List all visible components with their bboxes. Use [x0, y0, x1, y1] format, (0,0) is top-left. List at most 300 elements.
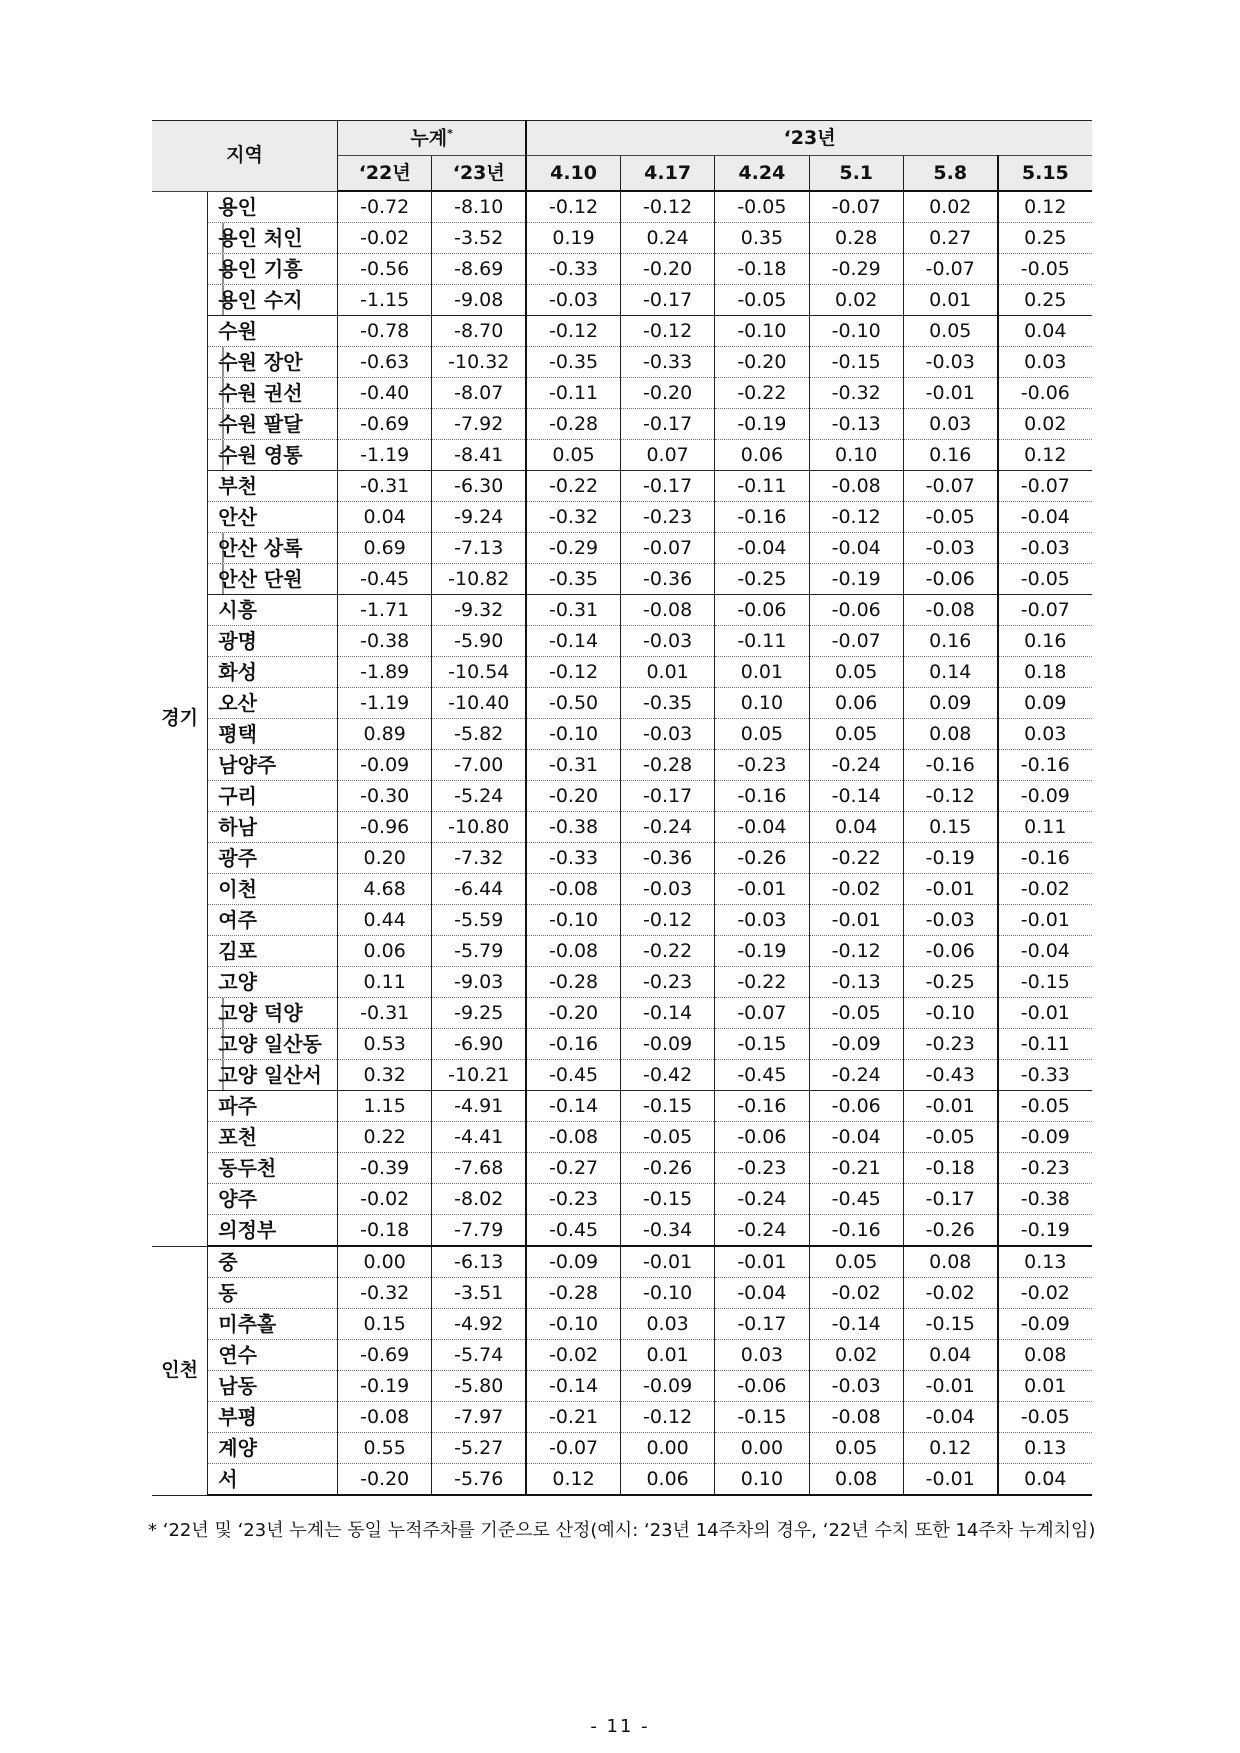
value-cell: -0.15: [620, 1184, 714, 1215]
region-header: 지역: [152, 121, 338, 192]
value-cell: -0.21: [809, 1153, 903, 1184]
table-row: [152, 440, 1092, 471]
value-cell: -7.79: [432, 1215, 526, 1247]
value-cell: -0.08: [526, 936, 620, 967]
value-cell: -0.09: [998, 1122, 1092, 1153]
region-name: 오산: [208, 688, 338, 719]
value-cell: -0.09: [809, 1029, 903, 1060]
value-cell: -0.04: [715, 812, 809, 843]
value-cell: -0.27: [526, 1153, 620, 1184]
value-cell: -0.01: [903, 1464, 997, 1496]
value-cell: -0.15: [715, 1402, 809, 1433]
value-cell: -0.15: [809, 347, 903, 378]
value-cell: 0.06: [620, 1464, 714, 1496]
value-cell: 0.24: [620, 223, 714, 254]
value-cell: -9.25: [432, 998, 526, 1029]
value-cell: -0.02: [809, 874, 903, 905]
value-cell: -0.03: [903, 347, 997, 378]
value-cell: 0.00: [715, 1433, 809, 1464]
value-cell: -0.22: [526, 471, 620, 502]
value-cell: -0.12: [526, 657, 620, 688]
value-cell: -0.05: [903, 1122, 997, 1153]
region-name: 고양: [208, 967, 338, 998]
region-name: 고양 일산서: [208, 1060, 338, 1091]
value-cell: -0.15: [620, 1091, 714, 1122]
value-cell: -0.22: [620, 936, 714, 967]
region-name: 부천: [208, 471, 338, 502]
value-cell: -0.07: [903, 254, 997, 285]
value-cell: 0.11: [998, 812, 1092, 843]
value-cell: -0.33: [998, 1060, 1092, 1091]
value-cell: -0.39: [338, 1153, 432, 1184]
value-cell: -0.01: [903, 378, 997, 409]
value-cell: -0.05: [998, 1091, 1092, 1122]
value-cell: -0.35: [526, 564, 620, 595]
value-cell: -0.06: [715, 1122, 809, 1153]
value-cell: -0.03: [620, 719, 714, 750]
value-cell: -0.18: [903, 1153, 997, 1184]
region-name: 용인 기흥: [208, 254, 338, 285]
value-cell: -0.05: [809, 998, 903, 1029]
value-cell: -0.16: [715, 781, 809, 812]
table-row: [152, 378, 1092, 409]
table-row: [152, 688, 1092, 719]
value-cell: -0.16: [526, 1029, 620, 1060]
value-cell: 0.02: [903, 191, 997, 223]
value-cell: -7.92: [432, 409, 526, 440]
value-cell: -0.02: [809, 1278, 903, 1309]
value-cell: -0.09: [620, 1029, 714, 1060]
value-cell: -0.12: [526, 191, 620, 223]
value-cell: -0.23: [620, 502, 714, 533]
value-cell: -0.05: [998, 254, 1092, 285]
value-cell: -5.24: [432, 781, 526, 812]
table-row: [152, 533, 1092, 564]
value-cell: -0.96: [338, 812, 432, 843]
region-name: 남동: [208, 1371, 338, 1402]
table-row: [152, 874, 1092, 905]
value-cell: 0.27: [903, 223, 997, 254]
value-cell: -0.31: [526, 595, 620, 626]
region-name: 평택: [208, 719, 338, 750]
value-cell: -0.20: [526, 998, 620, 1029]
value-cell: -9.03: [432, 967, 526, 998]
value-cell: -0.10: [526, 905, 620, 936]
value-cell: -5.74: [432, 1340, 526, 1371]
table-header: [152, 121, 1092, 192]
value-cell: -0.02: [998, 1278, 1092, 1309]
value-cell: -0.07: [809, 191, 903, 223]
value-cell: -0.25: [903, 967, 997, 998]
value-cell: -0.01: [903, 874, 997, 905]
table-row: [152, 750, 1092, 781]
value-cell: -0.19: [998, 1215, 1092, 1247]
value-cell: -0.12: [903, 781, 997, 812]
value-cell: 0.10: [715, 1464, 809, 1496]
value-cell: -0.56: [338, 254, 432, 285]
table-row: [152, 967, 1092, 998]
value-cell: -0.69: [338, 1340, 432, 1371]
value-cell: -0.10: [809, 316, 903, 347]
week-header: 5.15: [998, 156, 1092, 192]
value-cell: -0.07: [903, 471, 997, 502]
region-name: 연수: [208, 1340, 338, 1371]
value-cell: -0.14: [526, 1371, 620, 1402]
value-cell: -0.05: [998, 564, 1092, 595]
region-name: 수원: [208, 316, 338, 347]
province-label: 인천: [152, 1246, 208, 1495]
value-cell: 0.03: [715, 1340, 809, 1371]
table-row: [152, 1309, 1092, 1340]
value-cell: -0.02: [903, 1278, 997, 1309]
region-name: 화성: [208, 657, 338, 688]
value-cell: -4.41: [432, 1122, 526, 1153]
value-cell: -0.26: [903, 1215, 997, 1247]
value-cell: -0.28: [526, 967, 620, 998]
value-cell: -5.76: [432, 1464, 526, 1496]
value-cell: -5.27: [432, 1433, 526, 1464]
region-name: 여주: [208, 905, 338, 936]
value-cell: 0.16: [903, 440, 997, 471]
value-cell: 0.08: [998, 1340, 1092, 1371]
value-cell: -10.54: [432, 657, 526, 688]
value-cell: -10.82: [432, 564, 526, 595]
value-cell: -0.04: [715, 1278, 809, 1309]
value-cell: -0.38: [338, 626, 432, 657]
table-row: [152, 1184, 1092, 1215]
value-cell: -0.50: [526, 688, 620, 719]
value-cell: 4.68: [338, 874, 432, 905]
region-name: 의정부: [208, 1215, 338, 1247]
value-cell: -7.97: [432, 1402, 526, 1433]
region-name: 부평: [208, 1402, 338, 1433]
value-cell: -0.38: [526, 812, 620, 843]
region-name: 수원 팔달: [208, 409, 338, 440]
value-cell: -0.08: [526, 874, 620, 905]
value-cell: 0.03: [903, 409, 997, 440]
value-cell: 0.55: [338, 1433, 432, 1464]
region-name: 동: [208, 1278, 338, 1309]
value-cell: -0.01: [998, 905, 1092, 936]
value-cell: -5.79: [432, 936, 526, 967]
value-cell: 0.01: [998, 1371, 1092, 1402]
value-cell: -0.06: [903, 936, 997, 967]
value-cell: -0.04: [809, 533, 903, 564]
table-row: [152, 1091, 1092, 1122]
table-row: [152, 502, 1092, 533]
regional-price-table: [152, 120, 1092, 1496]
value-cell: -5.59: [432, 905, 526, 936]
value-cell: 0.04: [338, 502, 432, 533]
value-cell: -0.08: [809, 1402, 903, 1433]
value-cell: -0.20: [338, 1464, 432, 1496]
value-cell: 0.28: [809, 223, 903, 254]
value-cell: 0.02: [998, 409, 1092, 440]
value-cell: 0.02: [809, 1340, 903, 1371]
value-cell: -0.06: [903, 564, 997, 595]
table-row: [152, 409, 1092, 440]
value-cell: -0.06: [998, 378, 1092, 409]
value-cell: -8.07: [432, 378, 526, 409]
value-cell: -7.13: [432, 533, 526, 564]
value-cell: 0.10: [809, 440, 903, 471]
value-cell: -3.51: [432, 1278, 526, 1309]
value-cell: -0.20: [620, 254, 714, 285]
value-cell: -0.20: [526, 781, 620, 812]
value-cell: 0.06: [715, 440, 809, 471]
region-name: 파주: [208, 1091, 338, 1122]
value-cell: -0.35: [620, 688, 714, 719]
value-cell: -0.14: [809, 1309, 903, 1340]
value-cell: -8.69: [432, 254, 526, 285]
region-name: 수원 영통: [208, 440, 338, 471]
value-cell: 0.00: [620, 1433, 714, 1464]
value-cell: -4.92: [432, 1309, 526, 1340]
value-cell: -0.04: [998, 502, 1092, 533]
value-cell: -0.22: [715, 967, 809, 998]
value-cell: -0.36: [620, 564, 714, 595]
value-cell: 0.14: [903, 657, 997, 688]
region-name: 하남: [208, 812, 338, 843]
table-row: [152, 191, 1092, 223]
value-cell: -0.22: [809, 843, 903, 874]
table-row: [152, 223, 1092, 254]
value-cell: 0.07: [620, 440, 714, 471]
value-cell: -0.05: [715, 285, 809, 316]
value-cell: -0.33: [526, 254, 620, 285]
value-cell: 0.22: [338, 1122, 432, 1153]
value-cell: -8.70: [432, 316, 526, 347]
value-cell: -0.08: [903, 595, 997, 626]
value-cell: -0.09: [998, 1309, 1092, 1340]
value-cell: -0.29: [809, 254, 903, 285]
table-row: [152, 1278, 1092, 1309]
region-name: 수원 장안: [208, 347, 338, 378]
value-cell: 0.09: [903, 688, 997, 719]
value-cell: 0.44: [338, 905, 432, 936]
value-cell: 0.05: [715, 719, 809, 750]
value-cell: -0.09: [620, 1371, 714, 1402]
value-cell: -5.80: [432, 1371, 526, 1402]
value-cell: -0.01: [715, 1246, 809, 1278]
week-header: 5.8: [903, 156, 997, 192]
table-row: [152, 936, 1092, 967]
value-cell: -0.06: [715, 595, 809, 626]
value-cell: -6.30: [432, 471, 526, 502]
value-cell: -0.24: [809, 1060, 903, 1091]
value-cell: -0.16: [998, 750, 1092, 781]
week-header: 4.17: [620, 156, 714, 192]
value-cell: 0.03: [998, 719, 1092, 750]
value-cell: 0.10: [715, 688, 809, 719]
value-cell: 0.16: [903, 626, 997, 657]
value-cell: -1.71: [338, 595, 432, 626]
value-cell: -0.09: [998, 781, 1092, 812]
value-cell: -0.31: [338, 471, 432, 502]
region-name: 남양주: [208, 750, 338, 781]
table-row: [152, 316, 1092, 347]
value-cell: 0.12: [903, 1433, 997, 1464]
table-row: [152, 719, 1092, 750]
value-cell: -1.19: [338, 440, 432, 471]
value-cell: -0.13: [809, 409, 903, 440]
region-name: 이천: [208, 874, 338, 905]
value-cell: -0.23: [998, 1153, 1092, 1184]
value-cell: -0.12: [620, 905, 714, 936]
footnote: * ‘22년 및 ‘23년 누계는 동일 누적주차를 기준으로 산정(예시: ‘23년 14주차의 경우, ‘22년 수치 또한 14주차 누계치임): [148, 1520, 1096, 1541]
value-cell: -0.23: [715, 1153, 809, 1184]
value-cell: -8.41: [432, 440, 526, 471]
value-cell: -0.14: [526, 1091, 620, 1122]
value-cell: -0.01: [998, 998, 1092, 1029]
value-cell: -0.34: [620, 1215, 714, 1247]
value-cell: -10.80: [432, 812, 526, 843]
value-cell: -0.05: [715, 191, 809, 223]
table-row: [152, 626, 1092, 657]
value-cell: -0.03: [809, 1371, 903, 1402]
value-cell: -7.32: [432, 843, 526, 874]
value-cell: -0.03: [903, 533, 997, 564]
value-cell: -3.52: [432, 223, 526, 254]
value-cell: 0.12: [998, 191, 1092, 223]
value-cell: -0.06: [809, 1091, 903, 1122]
value-cell: 0.01: [620, 1340, 714, 1371]
value-cell: -0.69: [338, 409, 432, 440]
region-name: 고양 일산동: [208, 1029, 338, 1060]
region-name: 고양 덕양: [208, 998, 338, 1029]
value-cell: -0.45: [526, 1215, 620, 1247]
week-header: 4.10: [526, 156, 620, 192]
value-cell: -0.43: [903, 1060, 997, 1091]
value-cell: -0.28: [620, 750, 714, 781]
value-cell: -0.08: [338, 1402, 432, 1433]
value-cell: -0.12: [809, 502, 903, 533]
value-cell: -1.89: [338, 657, 432, 688]
value-cell: -0.19: [715, 936, 809, 967]
value-cell: -0.05: [998, 1402, 1092, 1433]
region-name: 서: [208, 1464, 338, 1496]
value-cell: -0.19: [715, 409, 809, 440]
value-cell: 0.04: [998, 316, 1092, 347]
value-cell: 0.15: [903, 812, 997, 843]
value-cell: -6.44: [432, 874, 526, 905]
table-row: [152, 781, 1092, 812]
table-row: [152, 1433, 1092, 1464]
value-cell: -0.03: [620, 874, 714, 905]
value-cell: -0.20: [620, 378, 714, 409]
value-cell: -0.02: [338, 1184, 432, 1215]
value-cell: -0.17: [620, 285, 714, 316]
value-cell: 0.01: [903, 285, 997, 316]
value-cell: 0.13: [998, 1433, 1092, 1464]
value-cell: -10.32: [432, 347, 526, 378]
value-cell: -0.32: [809, 378, 903, 409]
value-cell: -0.32: [526, 502, 620, 533]
table-row: [152, 1215, 1092, 1247]
value-cell: -0.05: [620, 1122, 714, 1153]
value-cell: -0.03: [526, 285, 620, 316]
value-cell: -0.08: [620, 595, 714, 626]
value-cell: -0.24: [715, 1215, 809, 1247]
value-cell: -0.25: [715, 564, 809, 595]
value-cell: 0.05: [809, 1246, 903, 1278]
value-cell: 0.13: [998, 1246, 1092, 1278]
value-cell: -0.19: [809, 564, 903, 595]
value-cell: -0.07: [526, 1433, 620, 1464]
value-cell: -0.14: [809, 781, 903, 812]
value-cell: -0.04: [998, 936, 1092, 967]
value-cell: -0.16: [715, 1091, 809, 1122]
value-cell: 0.01: [620, 657, 714, 688]
table-row: [152, 812, 1092, 843]
value-cell: -0.07: [715, 998, 809, 1029]
value-cell: -10.40: [432, 688, 526, 719]
value-cell: -0.45: [526, 1060, 620, 1091]
table-row: [152, 1060, 1092, 1091]
value-cell: -0.13: [809, 967, 903, 998]
value-cell: -0.15: [715, 1029, 809, 1060]
value-cell: -0.08: [809, 471, 903, 502]
value-cell: -4.91: [432, 1091, 526, 1122]
value-cell: 0.05: [809, 657, 903, 688]
value-cell: -0.12: [620, 1402, 714, 1433]
value-cell: -0.23: [526, 1184, 620, 1215]
value-cell: -0.04: [903, 1402, 997, 1433]
value-cell: 0.08: [809, 1464, 903, 1496]
value-cell: 0.00: [338, 1246, 432, 1278]
value-cell: 0.12: [998, 440, 1092, 471]
region-name: 안산 단원: [208, 564, 338, 595]
value-cell: -0.01: [620, 1246, 714, 1278]
table-row: [152, 1122, 1092, 1153]
col-22-header: ‘22년: [338, 156, 432, 192]
table-row: [152, 595, 1092, 626]
value-cell: -0.16: [998, 843, 1092, 874]
value-cell: -0.07: [620, 533, 714, 564]
value-cell: 0.53: [338, 1029, 432, 1060]
value-cell: -0.35: [526, 347, 620, 378]
value-cell: -0.32: [338, 1278, 432, 1309]
region-name: 광명: [208, 626, 338, 657]
value-cell: 0.03: [998, 347, 1092, 378]
value-cell: 0.01: [715, 657, 809, 688]
value-cell: -0.09: [338, 750, 432, 781]
value-cell: 0.69: [338, 533, 432, 564]
value-cell: -0.18: [338, 1215, 432, 1247]
value-cell: 0.08: [903, 1246, 997, 1278]
value-cell: -0.01: [809, 905, 903, 936]
value-cell: -0.03: [903, 905, 997, 936]
value-cell: -0.63: [338, 347, 432, 378]
week-header: 5.1: [809, 156, 903, 192]
region-name: 안산 상록: [208, 533, 338, 564]
value-cell: -0.01: [903, 1091, 997, 1122]
value-cell: -0.17: [903, 1184, 997, 1215]
value-cell: 0.25: [998, 285, 1092, 316]
value-cell: 0.05: [809, 1433, 903, 1464]
value-cell: 0.89: [338, 719, 432, 750]
value-cell: -0.02: [338, 223, 432, 254]
value-cell: -0.06: [809, 595, 903, 626]
value-cell: -0.31: [526, 750, 620, 781]
value-cell: -0.28: [526, 1278, 620, 1309]
value-cell: -0.07: [809, 626, 903, 657]
table-row: [152, 657, 1092, 688]
value-cell: 0.11: [338, 967, 432, 998]
value-cell: -0.03: [998, 533, 1092, 564]
value-cell: -7.00: [432, 750, 526, 781]
region-name: 구리: [208, 781, 338, 812]
